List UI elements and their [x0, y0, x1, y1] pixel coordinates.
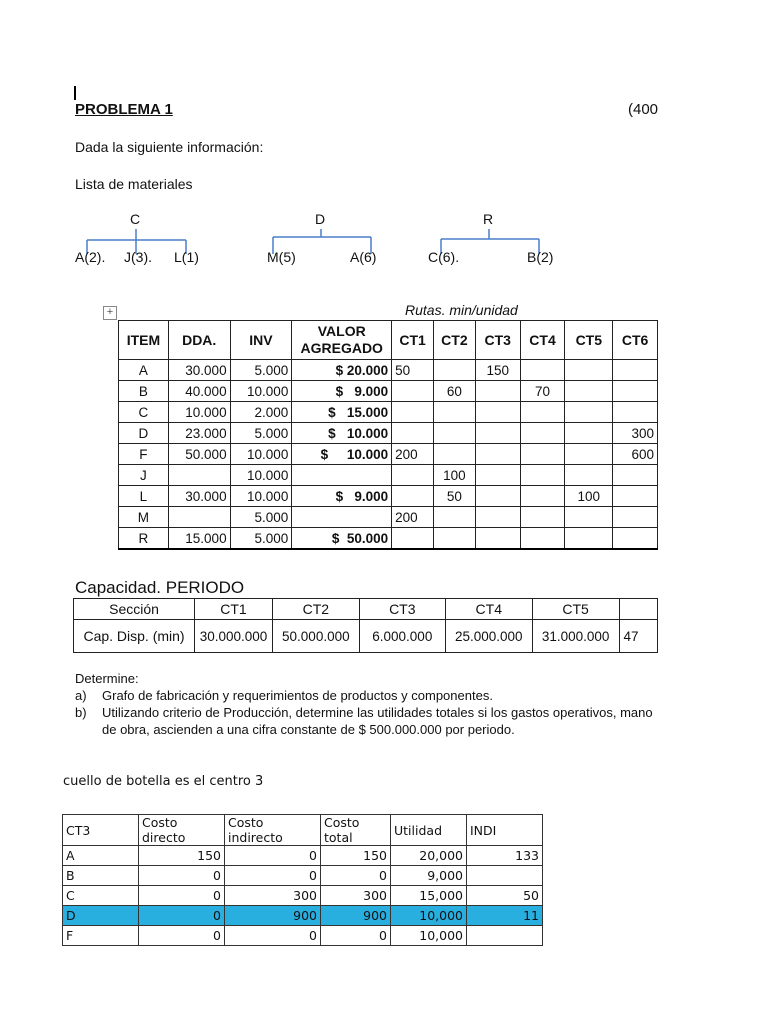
routes-cell [565, 360, 613, 381]
routes-row [119, 423, 658, 444]
routes-cell: M [119, 507, 169, 528]
routes-cell [520, 360, 565, 381]
routes-cell: A [119, 360, 169, 381]
table-move-handle-icon[interactable]: + [103, 306, 117, 320]
routes-cell [520, 444, 565, 465]
routes-cell [613, 402, 658, 423]
routes-cell: 10.000 [230, 444, 292, 465]
routes-cell [565, 444, 613, 465]
col-header: ITEM [119, 321, 169, 360]
cap-header [619, 599, 657, 620]
routes-cell: F [119, 444, 169, 465]
capacity-value-row [74, 620, 658, 653]
cap-header: CT2 [272, 599, 359, 620]
ct3-header: Costo directo [139, 815, 225, 846]
routes-cell [392, 381, 434, 402]
routes-cell: 10.000 [230, 486, 292, 507]
routes-table [118, 320, 658, 550]
ct3-row [63, 926, 543, 946]
routes-cell [168, 465, 230, 486]
routes-cell [392, 465, 434, 486]
col-header: INV [230, 321, 292, 360]
ct3-header-row [63, 815, 543, 846]
col-header: CT2 [433, 321, 475, 360]
cap-value: 6.000.000 [359, 620, 445, 653]
routes-row [119, 402, 658, 423]
ct3-cell: D [63, 906, 139, 926]
ct3-cell: 300 [225, 886, 321, 906]
col-header: CT1 [392, 321, 434, 360]
routes-cell: 5.000 [230, 423, 292, 444]
item-text: Grafo de fabricación y requerimientos de productos y componentes. [102, 688, 493, 703]
routes-cell: C [119, 402, 169, 423]
routes-cell [168, 507, 230, 528]
ct3-cell: 20,000 [391, 846, 467, 866]
tree-parent-d: D [315, 211, 326, 227]
col-header: CT6 [613, 321, 658, 360]
ct3-cell: 0 [139, 906, 225, 926]
col-header: DDA. [168, 321, 230, 360]
ct3-header: CT3 [63, 815, 139, 846]
cap-header: CT5 [532, 599, 619, 620]
routes-cell [613, 381, 658, 402]
routes-cell [475, 486, 520, 507]
cap-value: 25.000.000 [445, 620, 532, 653]
ct3-cell: 50 [467, 886, 543, 906]
tree-parent-r: R [483, 211, 494, 227]
ct3-cell: 10,000 [391, 906, 467, 926]
col-header: CT4 [520, 321, 565, 360]
ct3-cell: 300 [321, 886, 391, 906]
routes-cell [613, 507, 658, 528]
routes-cell: 300 [613, 423, 658, 444]
ct3-header: Costo indirecto [225, 815, 321, 846]
ct3-cell: 900 [321, 906, 391, 926]
routes-cell: 10.000 [168, 402, 230, 423]
ct3-cell: B [63, 866, 139, 886]
tree-child: L(1) [174, 249, 199, 265]
bottleneck-note: cuello de botella es el centro 3 [63, 774, 264, 789]
item-marker: b) [75, 705, 87, 720]
routes-cell: $ 20.000 [292, 360, 392, 381]
ct3-cell: 0 [139, 926, 225, 946]
routes-cell: 30.000 [168, 360, 230, 381]
determine-item-a [75, 687, 662, 704]
routes-cell [613, 486, 658, 507]
item-marker: a) [75, 688, 87, 703]
routes-table-clip [118, 320, 658, 560]
routes-cell: $ 9.000 [292, 486, 392, 507]
routes-cell: 50.000 [168, 444, 230, 465]
routes-cell [475, 507, 520, 528]
capacity-table [73, 598, 658, 653]
capacity-header-row [74, 599, 658, 620]
ct3-cell: 0 [139, 866, 225, 886]
routes-cell [565, 402, 613, 423]
routes-cell: 100 [433, 465, 475, 486]
routes-cell [565, 507, 613, 528]
routes-cell: 50 [433, 486, 475, 507]
routes-cell [520, 486, 565, 507]
ct3-cell: 0 [321, 866, 391, 886]
routes-cell [565, 423, 613, 444]
ct3-cell [467, 926, 543, 946]
page-title: PROBLEMA 1 [75, 101, 173, 118]
routes-row [119, 507, 658, 528]
cap-header: Sección [74, 599, 195, 620]
ct3-cell: 0 [225, 846, 321, 866]
routes-cell [433, 444, 475, 465]
routes-cell: 23.000 [168, 423, 230, 444]
routes-cell [292, 507, 392, 528]
ct3-header: INDI [467, 815, 543, 846]
ct3-cell: A [63, 846, 139, 866]
ct3-cell: 9,000 [391, 866, 467, 886]
routes-cell [392, 402, 434, 423]
routes-cell: $ 10.000 [292, 444, 392, 465]
routes-caption: Rutas. min/unidad [405, 302, 518, 318]
ct3-cell [467, 866, 543, 886]
routes-cell [392, 423, 434, 444]
routes-cell: 40.000 [168, 381, 230, 402]
cap-value: 31.000.000 [532, 620, 619, 653]
routes-row [119, 381, 658, 402]
routes-cell: 5.000 [230, 360, 292, 381]
ct3-table [62, 814, 543, 946]
cap-value: 30.000.000 [195, 620, 273, 653]
determine-section [75, 670, 662, 738]
routes-cell [392, 528, 434, 550]
routes-cell: 10.000 [230, 381, 292, 402]
tree-child: A(6) [350, 249, 377, 265]
routes-cell: $ 10.000 [292, 423, 392, 444]
routes-cell: 5.000 [230, 528, 292, 550]
capacity-table-clip [73, 598, 658, 658]
col-header: VALOR AGREGADO [292, 321, 392, 360]
ct3-cell: 133 [467, 846, 543, 866]
routes-cell: 200 [392, 444, 434, 465]
routes-cell [475, 528, 520, 550]
routes-cell [475, 402, 520, 423]
bom-diagram [0, 0, 768, 280]
ct3-cell: 10,000 [391, 926, 467, 946]
routes-cell [520, 465, 565, 486]
ct3-cell: 0 [225, 926, 321, 946]
ct3-header: Costo total [321, 815, 391, 846]
routes-row [119, 486, 658, 507]
ct3-cell: 900 [225, 906, 321, 926]
routes-cell [520, 402, 565, 423]
ct3-cell: F [63, 926, 139, 946]
routes-cell [292, 465, 392, 486]
ct3-cell: 0 [139, 886, 225, 906]
cap-header: CT4 [445, 599, 532, 620]
tree-child: M(5) [267, 249, 296, 265]
ct3-cell: 150 [321, 846, 391, 866]
cap-value: Cap. Disp. (min) [74, 620, 195, 653]
routes-cell: $ 50.000 [292, 528, 392, 550]
item-text: Utilizando criterio de Producción, determine las utilidades totales si los gastos operativos, mano de obra, ascienden a una cifra constante de $ 500.000.000 por periodo. [102, 705, 653, 737]
routes-cell: 30.000 [168, 486, 230, 507]
bom-lines [0, 0, 768, 280]
capacity-title: Capacidad. PERIODO [75, 578, 245, 597]
routes-cell: 150 [475, 360, 520, 381]
routes-cell [475, 465, 520, 486]
routes-cell: J [119, 465, 169, 486]
ct3-cell: 15,000 [391, 886, 467, 906]
ct3-cell: 0 [225, 866, 321, 886]
routes-cell: 70 [520, 381, 565, 402]
cap-value: 47 [619, 620, 657, 653]
cap-header: CT3 [359, 599, 445, 620]
ct3-row [63, 846, 543, 866]
routes-cell: 600 [613, 444, 658, 465]
bom-label: Lista de materiales [75, 176, 193, 192]
routes-cell [565, 528, 613, 550]
routes-cell: 50 [392, 360, 434, 381]
routes-cell [520, 423, 565, 444]
routes-cell [433, 507, 475, 528]
cap-value: 50.000.000 [272, 620, 359, 653]
routes-cell: 60 [433, 381, 475, 402]
routes-header-row [119, 321, 658, 360]
routes-cell [433, 423, 475, 444]
routes-row [119, 360, 658, 381]
routes-cell: 200 [392, 507, 434, 528]
routes-cell [433, 402, 475, 423]
routes-cell: L [119, 486, 169, 507]
routes-cell: 15.000 [168, 528, 230, 550]
cap-header: CT1 [195, 599, 273, 620]
routes-row [119, 528, 658, 550]
col-header: CT3 [475, 321, 520, 360]
intro-text: Dada la siguiente información: [75, 139, 264, 155]
ct3-row [63, 906, 543, 926]
routes-cell [475, 381, 520, 402]
ct3-row [63, 866, 543, 886]
tree-parent-c: C [130, 211, 141, 227]
tree-child: J(3). [124, 249, 152, 265]
routes-cell: $ 9.000 [292, 381, 392, 402]
routes-cell [392, 486, 434, 507]
routes-row [119, 465, 658, 486]
routes-cell: R [119, 528, 169, 550]
col-header: CT5 [565, 321, 613, 360]
ct3-cell: 11 [467, 906, 543, 926]
tree-child: A(2). [75, 249, 106, 265]
routes-cell [613, 465, 658, 486]
determine-label: Determine: [75, 671, 139, 686]
tree-child: C(6). [428, 249, 460, 265]
routes-cell [475, 423, 520, 444]
routes-cell [433, 528, 475, 550]
routes-row [119, 444, 658, 465]
routes-cell: 2.000 [230, 402, 292, 423]
ct3-cell: 0 [321, 926, 391, 946]
routes-cell: D [119, 423, 169, 444]
points-label: (400 [628, 101, 659, 118]
routes-cell: 5.000 [230, 507, 292, 528]
routes-cell [520, 507, 565, 528]
routes-cell [520, 528, 565, 550]
ct3-header: Utilidad [391, 815, 467, 846]
routes-cell [613, 528, 658, 550]
ct3-row [63, 886, 543, 906]
routes-cell: 10.000 [230, 465, 292, 486]
routes-cell [565, 381, 613, 402]
ct3-cell: C [63, 886, 139, 906]
routes-cell: 100 [565, 486, 613, 507]
routes-cell: B [119, 381, 169, 402]
tree-child: B(2) [527, 249, 554, 265]
routes-cell [613, 360, 658, 381]
routes-cell [565, 465, 613, 486]
determine-item-b [75, 704, 662, 738]
ct3-cell: 150 [139, 846, 225, 866]
routes-cell [475, 444, 520, 465]
routes-cell: $ 15.000 [292, 402, 392, 423]
routes-cell [433, 360, 475, 381]
